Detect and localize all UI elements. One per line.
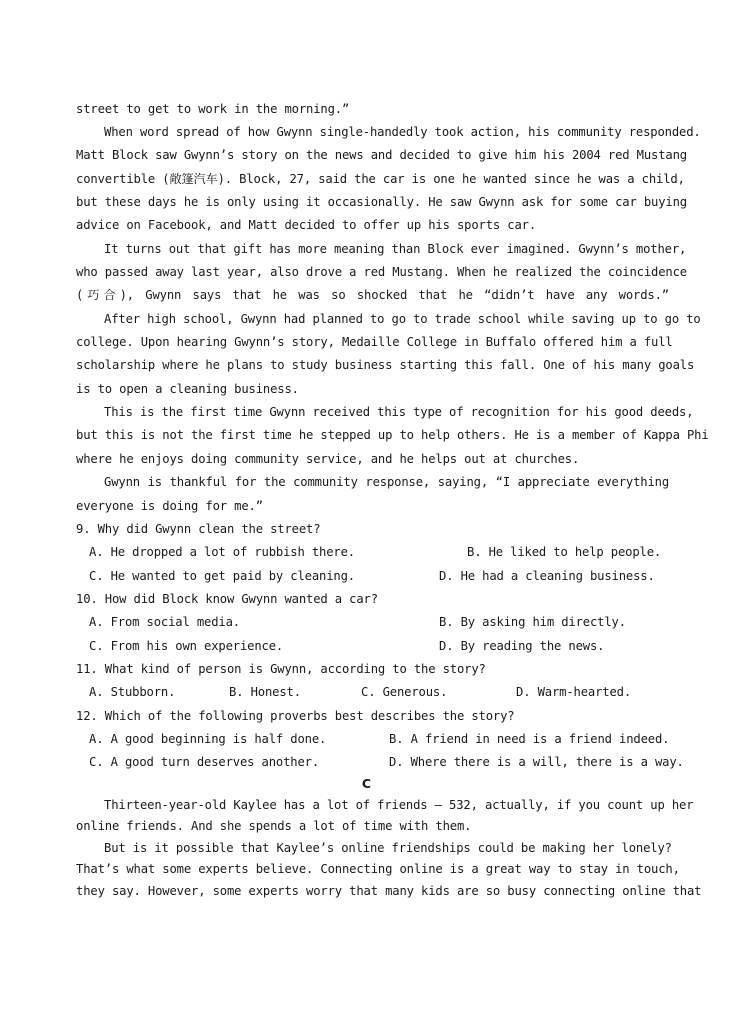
section-heading: C: [361, 776, 372, 791]
passage-line: they say. However, some experts worry that many kids are so busy connecting online that: [76, 884, 702, 898]
option-d: D. He had a cleaning business.: [439, 569, 655, 583]
option-a: A. A good beginning is half done.: [89, 732, 327, 746]
question-stem: 9. Why did Gwynn clean the street?: [76, 522, 321, 536]
passage-line: Matt Block saw Gwynn’s story on the news and decided to give him his 2004 red Mustang: [76, 148, 687, 162]
option-a: A. He dropped a lot of rubbish there.: [89, 545, 355, 559]
option-a: A. From social media.: [89, 615, 240, 629]
passage-line: Thirteen-year-old Kaylee has a lot of friends — 532, actually, if you count up her: [104, 798, 694, 812]
passage-line: who passed away last year, also drove a red Mustang. When he realized the coincidence: [76, 265, 687, 279]
option-c: C. From his own experience.: [89, 639, 284, 653]
option-b: B. A friend in need is a friend indeed.: [389, 732, 670, 746]
passage-line: online friends. And she spends a lot of time with them.: [76, 819, 472, 833]
option-c: C. A good turn deserves another.: [89, 755, 319, 769]
passage-line: is to open a cleaning business.: [76, 382, 299, 396]
passage-line: When word spread of how Gwynn single-handedly took action, his community responded.: [104, 125, 701, 139]
option-d: D. By reading the news.: [439, 639, 605, 653]
passage-line: But is it possible that Kaylee’s online friendships could be making her lonely?: [104, 841, 672, 855]
passage-line: street to get to work in the morning.”: [76, 102, 350, 116]
option-b: B. Honest.: [229, 685, 301, 699]
passage-line: everyone is doing for me.”: [76, 499, 263, 513]
passage-line: It turns out that gift has more meaning than Block ever imagined. Gwynn’s mother,: [104, 242, 687, 256]
passage-line: (巧合), Gwynn says that he was so shocked that he “didn’t have any words.”: [76, 288, 669, 302]
option-a: A. Stubborn.: [89, 685, 176, 699]
option-b: B. By asking him directly.: [439, 615, 626, 629]
option-d: D. Warm-hearted.: [516, 685, 631, 699]
passage-line: This is the first time Gwynn received this type of recognition for his good deeds,: [104, 405, 694, 419]
option-d: D. Where there is a will, there is a way.: [389, 755, 684, 769]
question-stem: 12. Which of the following proverbs best describes the story?: [76, 709, 515, 723]
passage-line: college. Upon hearing Gwynn’s story, Medaille College in Buffalo offered him a full: [76, 335, 673, 349]
passage-line: After high school, Gwynn had planned to go to trade school while saving up to go to: [104, 312, 701, 326]
passage-line: convertible (敞篷汽车). Block, 27, said the car is one he wanted since he was a child,: [76, 172, 685, 186]
passage-line: scholarship where he plans to study business starting this fall. One of his many goals: [76, 358, 695, 372]
option-c: C. He wanted to get paid by cleaning.: [89, 569, 355, 583]
passage-line: but this is not the first time he stepped up to help others. He is a member of Kappa Phi: [76, 428, 709, 442]
option-b: B. He liked to help people.: [467, 545, 662, 559]
option-c: C. Generous.: [361, 685, 448, 699]
passage-line: advice on Facebook, and Matt decided to offer up his sports car.: [76, 218, 536, 232]
question-stem: 11. What kind of person is Gwynn, according to the story?: [76, 662, 486, 676]
passage-line: That’s what some experts believe. Connecting online is a great way to stay in touch,: [76, 862, 680, 876]
passage-line: where he enjoys doing community service, and he helps out at churches.: [76, 452, 580, 466]
passage-line: but these days he is only using it occasionally. He saw Gwynn ask for some car buying: [76, 195, 687, 209]
question-stem: 10. How did Block know Gwynn wanted a car?: [76, 592, 378, 606]
passage-line: Gwynn is thankful for the community response, saying, “I appreciate everything: [104, 475, 669, 489]
